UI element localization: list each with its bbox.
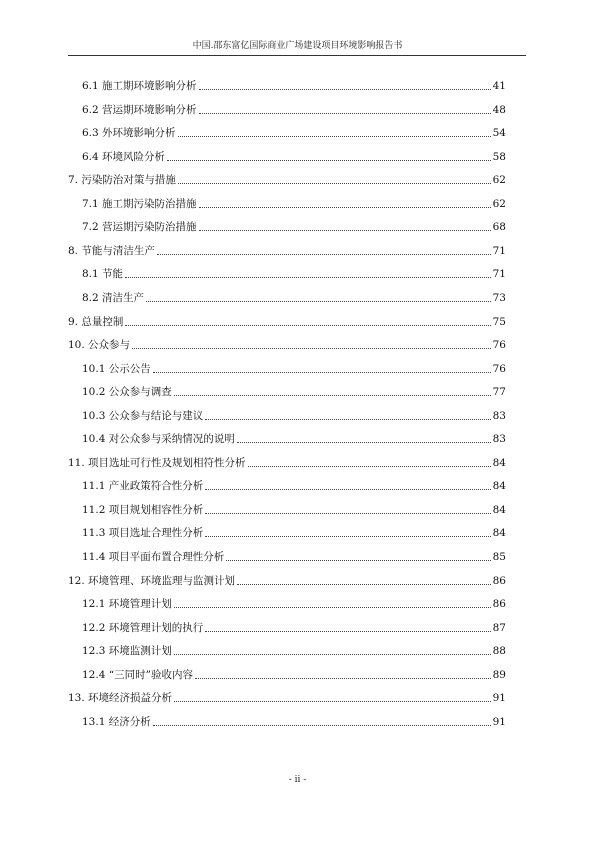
toc-entry-title: 10.4 对公众参与采纳情况的说明 — [82, 433, 235, 446]
toc-entry-page: 87 — [492, 621, 506, 634]
toc-entry-title: 7.1 施工期污染防治措施 — [82, 197, 197, 210]
toc-entry[interactable] — [68, 337, 506, 352]
toc-entry-page: 75 — [492, 315, 506, 328]
toc-dot-leader — [178, 136, 491, 137]
toc-entry[interactable] — [82, 149, 506, 164]
toc-entry[interactable] — [82, 290, 506, 305]
toc-dot-leader — [205, 513, 490, 514]
toc-entry-page: 77 — [492, 386, 506, 399]
toc-entry-page: 62 — [492, 197, 506, 210]
toc-entry-title: 8.2 清洁生产 — [82, 291, 145, 304]
toc-entry-page: 71 — [492, 268, 506, 281]
toc-entry-page: 58 — [492, 150, 506, 163]
toc-entry[interactable] — [82, 478, 506, 493]
toc-entry-page: 86 — [492, 574, 506, 587]
toc-entry-page: 83 — [492, 409, 506, 422]
toc-dot-leader — [226, 560, 490, 561]
toc-entry[interactable] — [82, 714, 506, 729]
toc-entry-title: 11.1 产业政策符合性分析 — [82, 480, 204, 493]
toc-entry-title: 10.1 公示公告 — [82, 362, 151, 375]
toc-dot-leader — [205, 631, 490, 632]
toc-dot-leader — [174, 701, 491, 702]
toc-entry-page: 88 — [492, 645, 506, 658]
toc-entry-page: 86 — [492, 598, 506, 611]
toc-entry-page: 68 — [492, 221, 506, 234]
toc-entry[interactable] — [68, 314, 506, 329]
page-number: - ii - — [288, 775, 307, 785]
toc-dot-leader — [174, 654, 491, 655]
toc-entry-page: 84 — [492, 527, 506, 540]
toc-entry-page: 84 — [492, 480, 506, 493]
toc-dot-leader — [125, 277, 491, 278]
toc-entry-page: 83 — [492, 433, 506, 446]
toc-entry[interactable] — [82, 525, 506, 540]
toc-dot-leader — [174, 607, 491, 608]
toc-dot-leader — [157, 254, 491, 255]
toc-entry-title: 11.2 项目规划相容性分析 — [82, 503, 204, 516]
toc-dot-leader — [125, 325, 490, 326]
toc-entry[interactable] — [82, 361, 506, 376]
toc-entry-title: 6.1 施工期环境影响分析 — [82, 80, 197, 92]
toc-entry[interactable] — [82, 502, 506, 517]
toc-entry-title: 11. 项目选址可行性及规划相符性分析 — [68, 456, 246, 469]
toc-entry[interactable] — [68, 243, 506, 258]
toc-entry-page: 84 — [492, 503, 506, 516]
toc-entry-page: 71 — [492, 244, 506, 257]
toc-dot-leader — [132, 348, 491, 349]
toc-entry-title: 6.3 外环境影响分析 — [82, 127, 176, 140]
toc-entry-page: 41 — [492, 80, 506, 92]
toc-entry-title: 10. 公众参与 — [68, 339, 131, 352]
toc-entry-title: 12. 环境管理、环境监理与监测计划 — [68, 574, 236, 587]
toc-entry-page: 73 — [492, 291, 506, 304]
toc-entry-title: 6.2 营运期环境影响分析 — [82, 103, 197, 116]
toc-entry[interactable] — [82, 596, 506, 611]
toc-entry[interactable] — [82, 667, 506, 682]
toc-entry-title: 10.2 公众参与调查 — [82, 386, 172, 399]
toc-entry-page: 89 — [492, 668, 506, 681]
toc-dot-leader — [237, 584, 491, 585]
toc-entry[interactable] — [68, 455, 506, 470]
toc-entry-title: 12.1 环境管理计划 — [82, 598, 172, 611]
toc-entry-title: 13.1 经济分析 — [82, 715, 151, 728]
toc-entry-title: 12.2 环境管理计划的执行 — [82, 621, 204, 634]
toc-entry-title: 12.3 环境监测计划 — [82, 645, 172, 658]
toc-entry-page: 76 — [492, 339, 506, 352]
toc-entry[interactable] — [82, 266, 506, 281]
toc-entry[interactable] — [82, 219, 506, 234]
toc-dot-leader — [237, 442, 491, 443]
toc-entry-page: 84 — [492, 456, 506, 469]
toc-entry[interactable] — [82, 643, 506, 658]
toc-entry-page: 48 — [492, 103, 506, 116]
toc-entry-title: 11.3 项目选址合理性分析 — [82, 527, 204, 540]
toc-entry[interactable] — [68, 172, 506, 187]
toc-dot-leader — [205, 536, 490, 537]
toc-entry[interactable] — [82, 431, 506, 446]
toc-dot-leader — [195, 678, 491, 679]
toc-entry[interactable] — [82, 125, 506, 140]
toc-dot-leader — [146, 301, 491, 302]
toc-entry-title: 7. 污染防治对策与措施 — [68, 174, 176, 187]
toc-entry-title: 9. 总量控制 — [68, 315, 124, 328]
toc-dot-leader — [153, 725, 491, 726]
toc-dot-leader — [167, 160, 491, 161]
toc-entry[interactable] — [82, 384, 506, 399]
toc-entry-title: 8. 节能与清洁生产 — [68, 244, 155, 257]
toc-dot-leader — [153, 372, 491, 373]
toc-entry-title: 13. 环境经济损益分析 — [68, 692, 173, 705]
toc-entry[interactable] — [68, 690, 506, 705]
toc-entry-page: 76 — [492, 362, 506, 375]
toc-dot-leader — [248, 466, 491, 467]
toc-entry-title: 11.4 项目平面布置合理性分析 — [82, 551, 225, 563]
toc-dot-leader — [199, 207, 491, 208]
header-rule — [68, 55, 526, 56]
toc-dot-leader — [199, 230, 491, 231]
toc-entry[interactable] — [82, 102, 506, 117]
toc-entry-title: 6.4 环境风险分析 — [82, 150, 166, 163]
toc-entry[interactable] — [82, 408, 506, 423]
toc-dot-leader — [199, 113, 491, 114]
toc-entry-title: 10.3 公众参与结论与建议 — [82, 409, 204, 422]
toc-entry[interactable] — [82, 549, 506, 564]
toc-dot-leader — [178, 183, 491, 184]
toc-dot-leader — [205, 419, 490, 420]
toc-entry[interactable] — [68, 573, 506, 588]
toc-entry-title: 7.2 营运期污染防治措施 — [82, 221, 197, 234]
toc-entry[interactable] — [82, 620, 506, 635]
running-header: 中国.邵东富亿国际商业广场建设项目环境影响报告书 — [192, 41, 403, 51]
toc-entry-page: 85 — [492, 551, 506, 563]
toc-entry-page: 54 — [492, 127, 506, 140]
toc-dot-leader — [205, 489, 490, 490]
toc-entry-page: 91 — [492, 715, 506, 728]
toc-dot-leader — [174, 395, 491, 396]
toc-entry-title: 12.4 “三同时”验收内容 — [82, 668, 193, 681]
toc-entry[interactable] — [82, 196, 506, 211]
toc-entry[interactable] — [82, 78, 506, 93]
toc-dot-leader — [199, 89, 491, 90]
toc-entry-page: 62 — [492, 174, 506, 187]
toc-entry-page: 91 — [492, 692, 506, 705]
toc-entry-title: 8.1 节能 — [82, 268, 124, 281]
